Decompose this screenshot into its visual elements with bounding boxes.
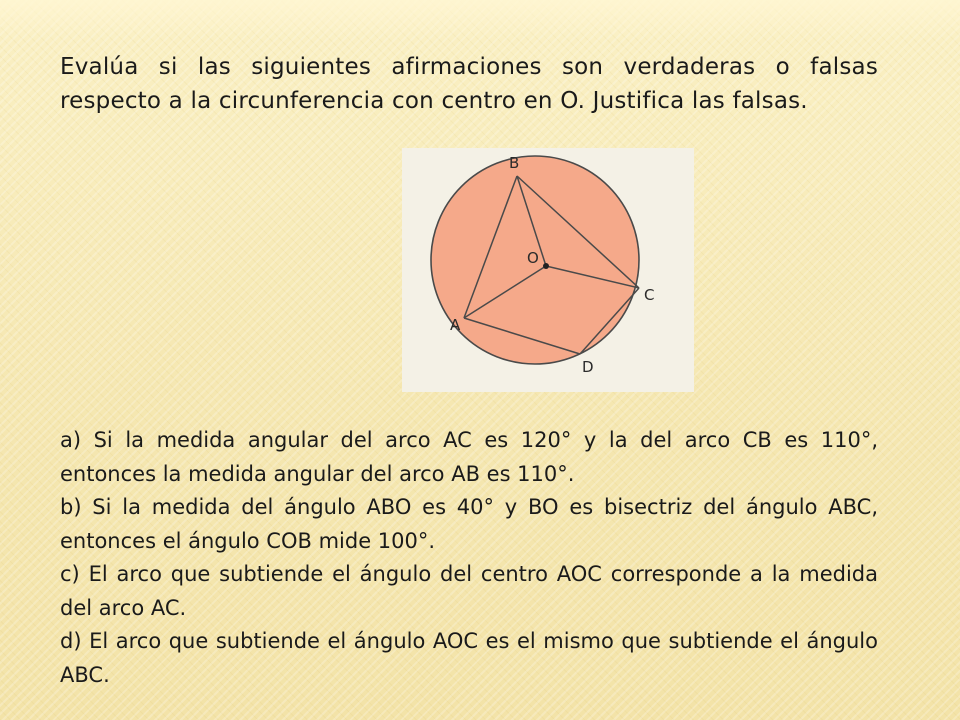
label-d: D: [582, 358, 594, 376]
center-point-o: [543, 263, 549, 269]
statement-d: d) El arco que subtiende el ángulo AOC es el mismo que subtiende el ángulo ABC.: [60, 629, 878, 687]
circle-figure: [402, 148, 694, 392]
circle-diagram: [402, 148, 694, 392]
intro-text: Evalúa si las siguientes afirmaciones son verdaderas o falsas respecto a la circunferencia con centro en O. Justifica las falsas.: [60, 54, 878, 114]
label-a: A: [450, 316, 461, 334]
slide-top-band: [0, 0, 960, 40]
label-o: O: [527, 249, 539, 267]
statement-c: c) El arco que subtiende el ángulo del centro AOC corresponde a la medida del arco AC.: [60, 562, 878, 620]
statement-list: [60, 424, 878, 692]
label-b: B: [509, 154, 520, 172]
statement-a: a) Si la medida angular del arco AC es 120° y la del arco CB es 110°, entonces la medida angular del arco AB es 110°.: [60, 428, 878, 486]
label-c: C: [644, 286, 655, 304]
statement-b: b) Si la medida del ángulo ABO es 40° y BO es bisectriz del ángulo ABC, entonces el ángulo COB mide 100°.: [60, 495, 878, 553]
